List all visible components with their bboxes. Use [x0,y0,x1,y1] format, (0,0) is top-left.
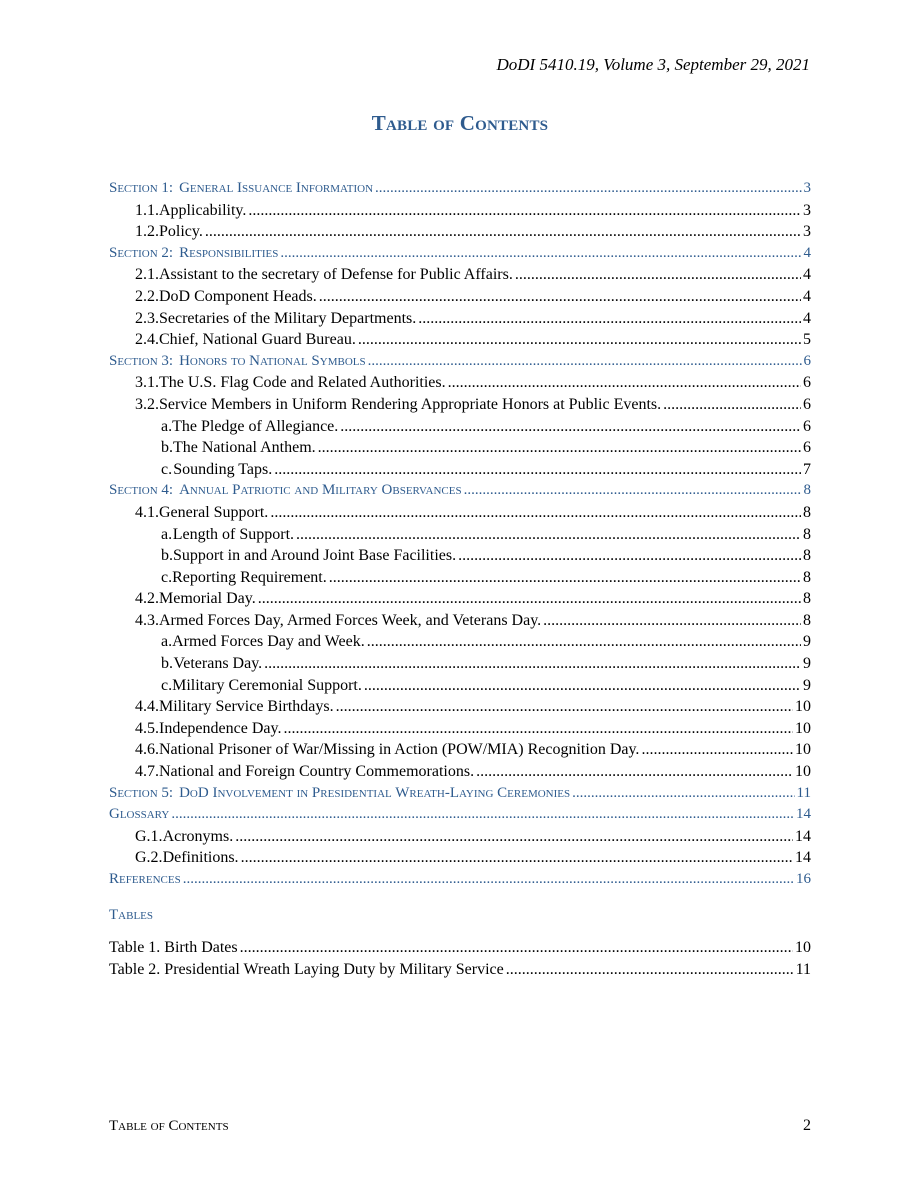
dot-leader [663,394,801,416]
toc-entry-link[interactable] [109,286,811,308]
toc-entry-number: Section 1: [109,180,174,196]
dot-leader [340,416,801,438]
dot-leader [280,243,801,265]
toc-page-number: 9 [803,676,811,694]
toc-entry-number: 2.2. [135,287,159,305]
toc-entry-number: G.1. [135,827,163,845]
toc-entry-number: 4.5. [135,719,159,737]
toc-section-link[interactable] [109,480,811,502]
dot-leader [458,545,801,567]
dot-leader [248,200,801,222]
toc-entry-number: 4.1. [135,503,159,521]
dot-leader [240,937,793,959]
toc-entry-title: Chief, National Guard Bureau. [159,331,356,349]
toc-page-number: 3 [803,180,811,196]
page-number: 2 [803,1117,811,1134]
toc-entry-title: References [109,871,181,887]
toc-entry-number: 2.4. [135,331,159,349]
toc-entry-number: 2.3. [135,309,159,327]
toc-entry-link[interactable] [109,372,811,394]
dot-leader [448,372,801,394]
toc-page-number: 11 [796,784,811,801]
toc-page-number: 6 [803,395,811,413]
dot-leader [319,286,801,308]
toc-entry-link[interactable] [109,739,811,761]
toc-entry-link[interactable] [109,264,811,286]
toc-section-link[interactable] [109,243,811,265]
toc-entry-title: Glossary [109,806,170,823]
table-of-contents [109,178,811,891]
toc-page-number: 16 [796,871,811,887]
dot-leader [543,610,801,632]
toc-entry-title: The National Anthem. [173,439,316,457]
toc-entry-title: Length of Support. [172,525,295,543]
toc-page-number: 8 [803,482,811,499]
dot-leader [506,959,794,981]
toc-entry-title: The U.S. Flag Code and Related Authorities. [159,374,446,392]
toc-entry-link[interactable] [109,329,811,351]
toc-entry-link[interactable] [109,653,811,675]
dot-leader [368,351,802,373]
toc-page-number: 8 [803,547,811,565]
document-header: DoDI 5410.19, Volume 3, September 29, 2021 [496,55,810,74]
toc-entry-link[interactable] [109,394,811,416]
table-entry-title: Table 1. Birth Dates [109,939,238,956]
toc-entry-title: Armed Forces Day, Armed Forces Week, and Veterans Day. [159,611,542,629]
toc-entry-title: National and Foreign Country Commemorations. [159,763,475,781]
toc-entry-link[interactable] [109,567,811,589]
toc-entry-link[interactable] [109,761,811,783]
toc-entry-link[interactable] [109,459,811,481]
dot-leader [572,783,794,805]
dot-leader [336,696,793,718]
table-entry-title: Table 2. Presidential Wreath Laying Duty by Military Service [109,960,504,978]
toc-page-number: 10 [795,698,811,716]
toc-entry-title: Policy. [159,223,203,241]
dot-leader [364,675,801,697]
toc-entry-link[interactable] [109,437,811,459]
toc-section-link[interactable] [109,351,811,373]
dot-leader [205,221,801,243]
toc-entry-link[interactable] [109,588,811,610]
toc-entry-title: Definitions. [162,849,239,867]
toc-entry-title: Responsibilities [179,244,279,261]
toc-entry-link[interactable] [109,416,811,438]
dot-leader [171,804,794,826]
toc-entry-number: 4.3. [135,611,159,629]
toc-entry-number: 4.4. [135,698,159,716]
dot-leader [235,826,793,848]
toc-page-number: 8 [803,590,811,608]
toc-entry-link[interactable] [109,524,811,546]
toc-entry-number: 4.2. [135,590,159,608]
toc-entry-number: b. [161,547,173,565]
toc-entry-number: 4.6. [135,741,159,759]
toc-entry-number: c. [161,460,173,478]
table-page-number: 11 [795,960,811,978]
toc-entry-title: General Support. [159,503,269,521]
toc-page-number: 7 [803,460,811,478]
toc-page-number: 8 [803,503,811,521]
toc-page-number: 6 [803,439,811,457]
table-list-entry[interactable] [109,937,811,959]
tables-heading: Tables [109,907,153,923]
toc-page-number: 8 [803,568,811,586]
dot-leader [476,761,793,783]
toc-entry-title: Assistant to the secretary of Defense for Public Affairs. [159,266,513,284]
toc-page-number: 10 [795,763,811,781]
toc-entry-title: Support in and Around Joint Base Facilities. [173,547,457,565]
toc-section-link[interactable] [109,178,811,200]
toc-section-link[interactable] [109,783,811,805]
toc-section-link[interactable] [109,804,811,826]
toc-page-number: 6 [803,352,811,369]
toc-entry-link[interactable] [109,631,811,653]
toc-entry-link[interactable] [109,718,811,740]
toc-page-number: 14 [795,827,811,845]
toc-page-number: 10 [795,741,811,759]
toc-entry-title: DoD Involvement in Presidential Wreath-Laying Ceremonies [179,784,571,801]
dot-leader [515,264,801,286]
toc-entry-number: 2.1. [135,266,159,284]
toc-entry-link[interactable] [109,847,811,869]
dot-leader [358,329,801,351]
toc-entry-number: c. [161,676,173,694]
toc-section-link[interactable] [109,869,811,891]
toc-entry-title: DoD Component Heads. [159,287,317,305]
toc-entry-title: Independence Day. [159,719,282,737]
dot-leader [464,480,802,502]
toc-page-number: 4 [803,309,811,327]
toc-entry-title: Military Ceremonial Support. [172,676,362,694]
dot-leader [329,567,801,589]
toc-page-number: 14 [795,849,811,867]
toc-entry-link[interactable] [109,610,811,632]
toc-entry-link[interactable] [109,826,811,848]
toc-entry-title: Annual Patriotic and Military Observances [179,482,462,499]
toc-entry-number: Section 2: [109,244,174,261]
toc-entry-link[interactable] [109,675,811,697]
toc-entry-number: 3.1. [135,374,159,392]
toc-page-number: 6 [803,374,811,392]
toc-page-number: 9 [803,633,811,651]
dot-leader [274,459,801,481]
toc-entry-title: National Prisoner of War/Missing in Action (POW/MIA) Recognition Day. [159,741,640,759]
toc-entry-number: c. [161,568,173,586]
toc-entry-title: Memorial Day. [159,590,256,608]
toc-entry-number: 4.7. [135,763,159,781]
toc-entry-title: Military Service Birthdays. [159,698,334,716]
toc-entry-title: Secretaries of the Military Departments. [159,309,417,327]
dot-leader [183,869,794,891]
toc-page-number: 14 [796,806,811,823]
toc-entry-number: b. [161,439,173,457]
toc-entry-number: a. [161,633,173,651]
page-title: Table of Contents [371,111,549,135]
dot-leader [367,631,801,653]
toc-entry-title: Veterans Day. [173,655,263,673]
toc-page-number: 6 [803,417,811,435]
toc-entry-title: The Pledge of Allegiance. [172,417,339,435]
footer-label: Table of Contents [109,1118,229,1134]
toc-page-number: 10 [795,719,811,737]
toc-entry-title: General Issuance Information [179,180,374,196]
toc-entry-title: Applicability. [159,201,247,219]
dot-leader [641,739,793,761]
table-list-entry[interactable] [109,959,811,981]
toc-entry-number: b. [161,655,173,673]
dot-leader [318,437,801,459]
toc-entry-title: Armed Forces Day and Week. [172,633,365,651]
toc-page-number: 5 [803,331,811,349]
toc-page-number: 4 [803,244,811,261]
toc-page-number: 9 [803,655,811,673]
toc-entry-number: 1.1. [135,201,159,219]
toc-entry-title: Service Members in Uniform Rendering Appropriate Honors at Public Events. [159,395,662,413]
dot-leader [258,588,801,610]
dot-leader [418,308,801,330]
toc-entry-number: a. [161,525,173,543]
toc-page-number: 8 [803,611,811,629]
dot-leader [375,178,801,200]
toc-entry-number: Section 5: [109,784,174,801]
toc-entry-link[interactable] [109,308,811,330]
toc-entry-number: Section 4: [109,482,174,499]
toc-entry-title: Sounding Taps. [173,460,273,478]
toc-entry-number: Section 3: [109,352,174,369]
toc-entry-link[interactable] [109,696,811,718]
dot-leader [241,847,793,869]
toc-entry-link[interactable] [109,502,811,524]
table-page-number: 10 [795,939,811,956]
toc-entry-number: G.2. [135,849,163,867]
dot-leader [296,524,801,546]
toc-page-number: 4 [803,266,811,284]
toc-entry-number: 3.2. [135,395,159,413]
toc-page-number: 3 [803,223,811,241]
toc-entry-link[interactable] [109,545,811,567]
toc-page-number: 4 [803,287,811,305]
dot-leader [270,502,801,524]
dot-leader [283,718,793,740]
toc-entry-number: a. [161,417,173,435]
tables-list [109,937,811,980]
toc-entry-number: 1.2. [135,223,159,241]
toc-entry-link[interactable] [109,221,811,243]
dot-leader [264,653,801,675]
toc-entry-link[interactable] [109,200,811,222]
toc-page-number: 3 [803,201,811,219]
toc-entry-title: Honors to National Symbols [179,352,366,369]
toc-entry-title: Acronyms. [162,827,234,845]
toc-page-number: 8 [803,525,811,543]
toc-entry-title: Reporting Requirement. [172,568,327,586]
